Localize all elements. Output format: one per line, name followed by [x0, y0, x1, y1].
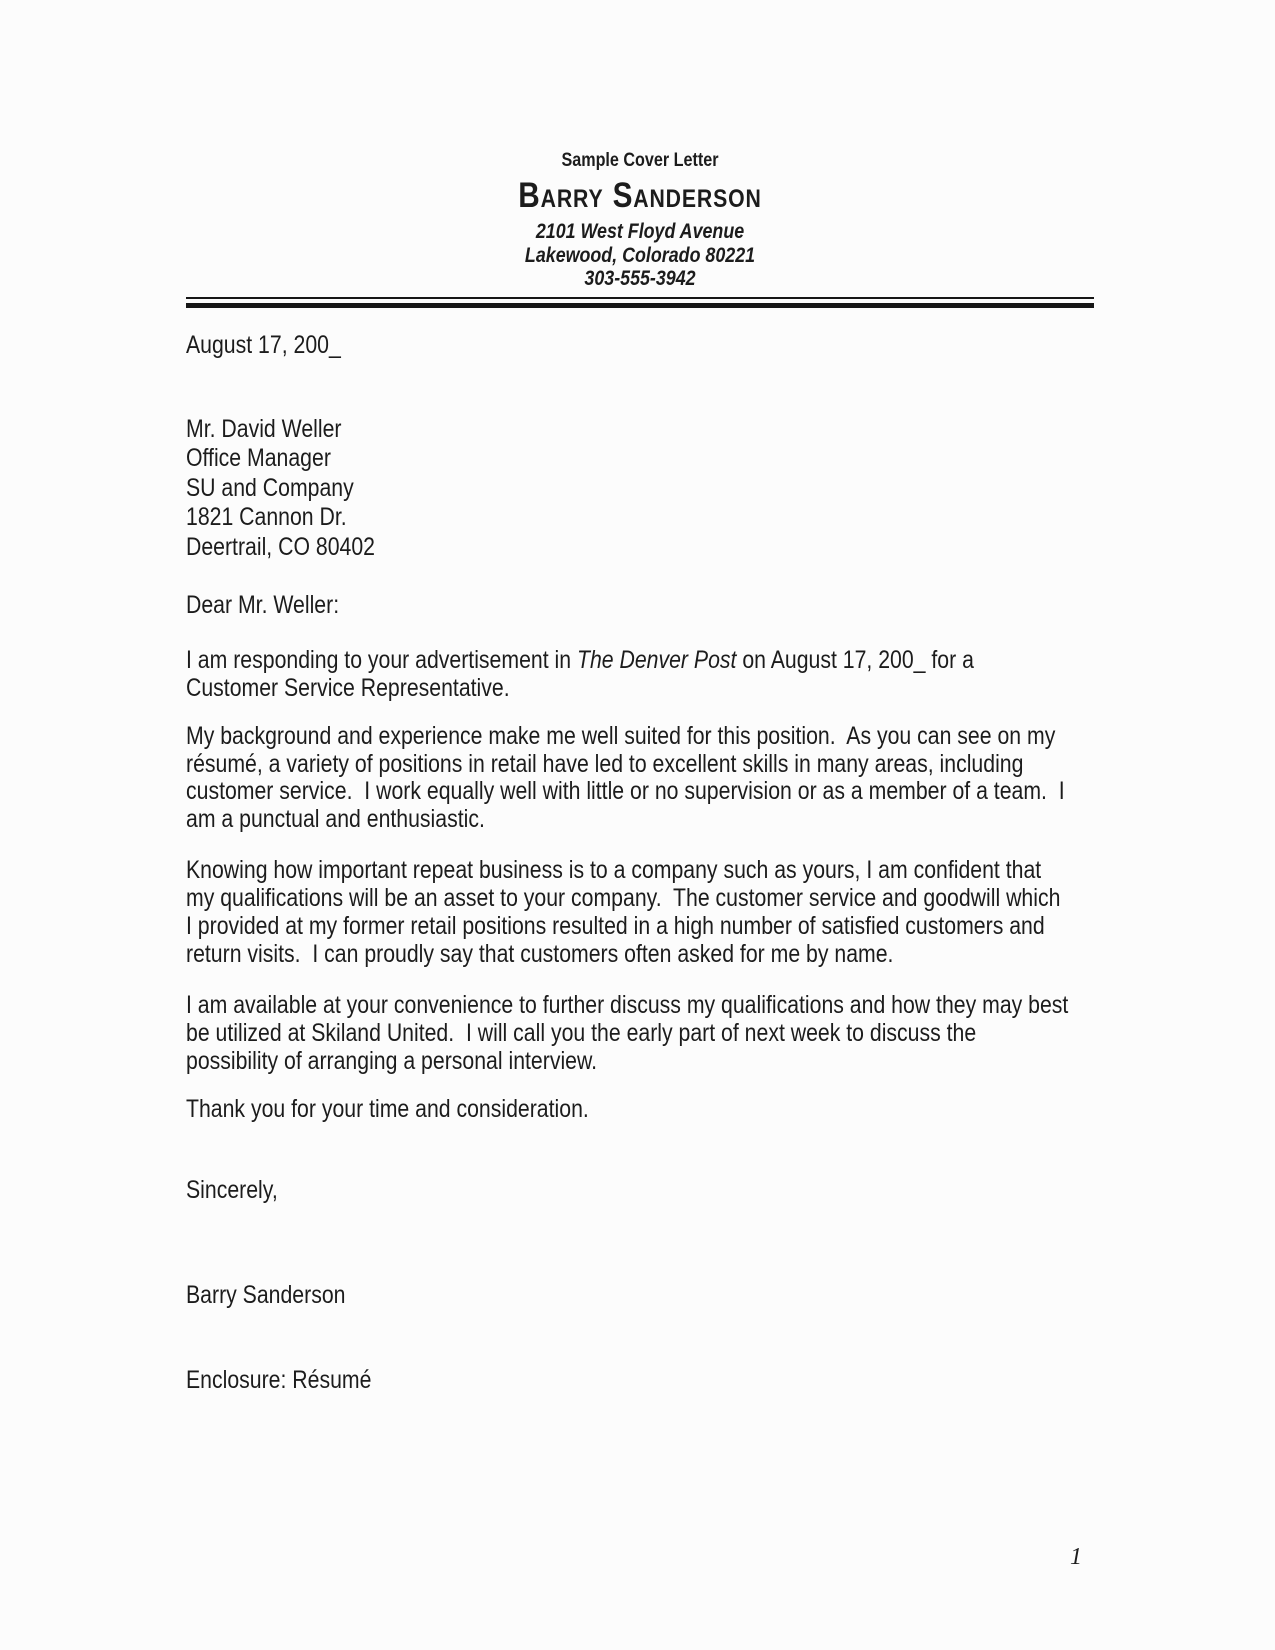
paragraph-1-text-before: I am responding to your advertisement in: [186, 646, 577, 674]
date-line: August 17, 200_: [186, 330, 341, 359]
recipient-city: Deertrail, CO 80402: [186, 532, 375, 561]
letterhead-label: Sample Cover Letter: [561, 150, 719, 171]
letterhead-name: Barry Sanderson: [518, 176, 762, 215]
letterhead-phone: 303-555-3942: [584, 267, 696, 290]
letterhead: [186, 150, 1094, 291]
paragraph-1-text-after: on August 17, 200_ for a Customer Service Representative.: [186, 646, 980, 702]
letterhead-address: [186, 220, 1094, 291]
recipient-title: Office Manager: [186, 444, 331, 472]
body-paragraph-1: [186, 647, 1070, 702]
letterhead-street: 2101 West Floyd Avenue: [535, 220, 745, 243]
signature-name: Barry Sanderson: [186, 1280, 346, 1309]
letterhead-divider: [186, 297, 1094, 308]
recipient-company: SU and Company: [186, 473, 354, 502]
recipient-street: 1821 Cannon Dr.: [186, 503, 347, 531]
body-paragraph-4: I am available at your convenience to further discuss my qualifications and how they may best be utilized at Skiland United. I will call you the early part of next week to discuss the possibility of arranging a personal interview.: [186, 991, 1075, 1075]
body-paragraph-5: Thank you for your time and consideration.: [186, 1095, 589, 1123]
salutation: Dear Mr. Weller:: [186, 591, 340, 619]
letterhead-inner: [186, 150, 1094, 291]
body-paragraph-2: My background and experience make me well suited for this position. As you can see on my résumé, a variety of positions in retail have led to excellent skills in many areas, including customer service. I work equally well with little or no supervision or as a member of a team. I am a punctual and enthusiastic.: [186, 722, 1071, 833]
enclosure-note: Enclosure: Résumé: [186, 1365, 372, 1394]
letter-body: [186, 308, 1075, 1394]
closing: Sincerely,: [186, 1175, 278, 1204]
paragraph-1-publication-italic: The Denver Post: [576, 646, 737, 674]
page-number: 1: [1070, 1544, 1082, 1570]
body-paragraph-3: Knowing how important repeat business is to a company such as yours, I am confident that my qualifications will be an asset to your company. The customer service and goodwill which I provided at my former retail positions resulted in a high number of satisfied customers and return visits. I can proudly say that customers often asked for me by name.: [186, 856, 1067, 968]
recipient-name: Mr. David Weller: [186, 414, 342, 443]
recipient-block: [186, 415, 1070, 563]
letterhead-city: Lakewood, Colorado 80221: [524, 243, 756, 267]
